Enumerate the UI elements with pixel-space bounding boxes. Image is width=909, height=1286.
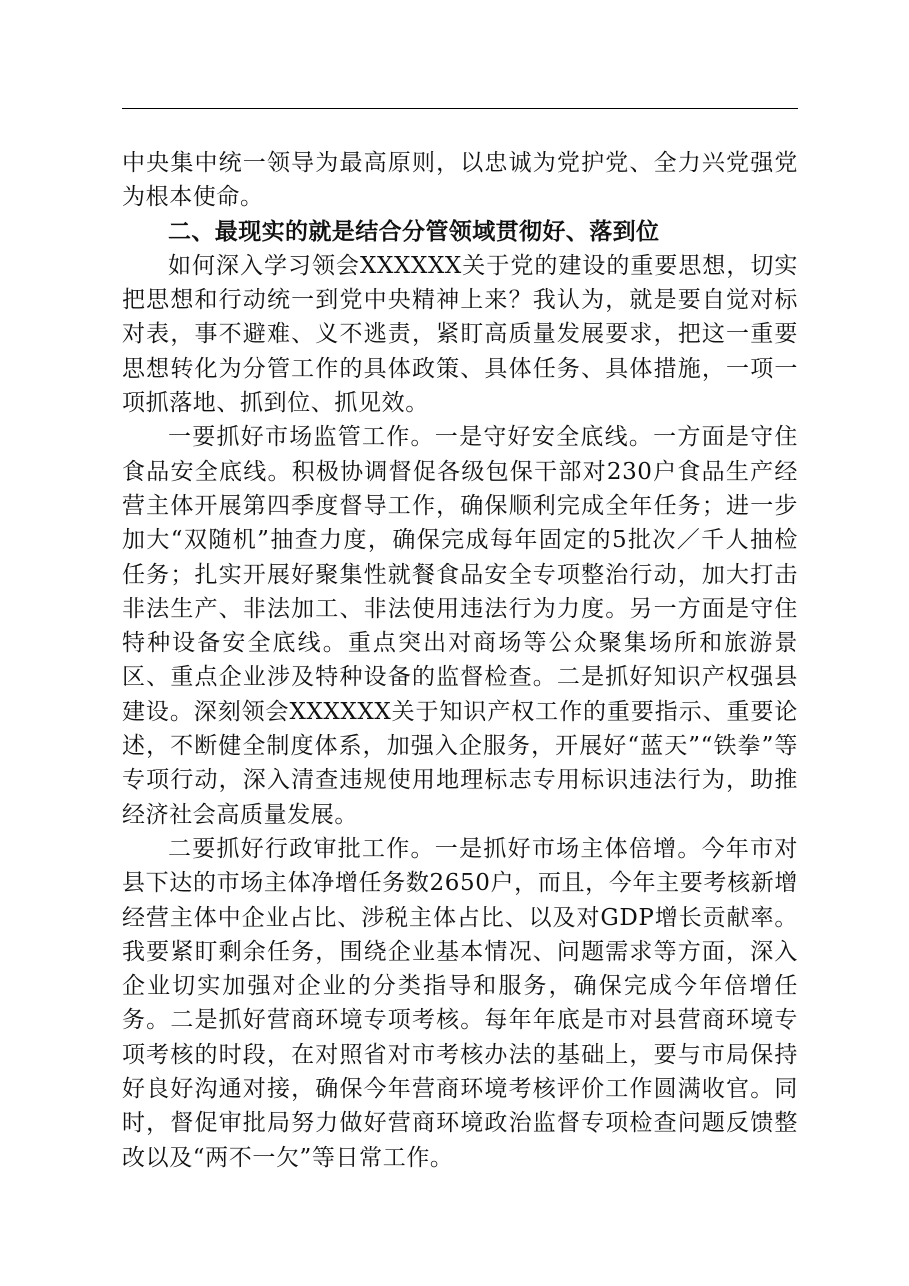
header-rule [122,108,798,109]
paragraph-administrative-approval: 二要抓好行政审批工作。一是抓好市场主体倍增。今年市对县下达的市场主体净增任务数2650户，而且，今年主要考核新增经营主体中企业占比、涉税主体占比、以及对GDP增长贡献率。我要紧盯剩余任务，围绕企业基本情况、问题需求等方面，深入企业切实加强对企业的分类指导和服务，确保完成今年倍增任务。二是抓好营商环境专项考核。每年年底是市对县营商环境专项考核的时段，在对照省对市考核办法的基础上，要与市局保持好良好沟通对接，确保今年营商环境考核评价工作圆满收官。同时，督促审批局努力做好营商环境政治监督专项检查问题反馈整改以及“两不一欠”等日常工作。 [122,835,798,1171]
paragraph-intro: 如何深入学习领会XXXXXX关于党的建设的重要思想，切实把思想和行动统一到党中央精神上来？我认为，就是要自觉对标对表，事不避难、义不逃责，紧盯高质量发展要求，把这一重要思想转化为分管工作的具体政策、具体任务、具体措施，一项一项抓落地、抓到位、抓见效。 [122,252,798,417]
section-heading: 二、最现实的就是结合分管领域贯彻好、落到位 [168,218,660,245]
paragraph-continuation: 中央集中统一领导为最高原则，以忠诚为党护党、全力兴党强党为根本使命。 [122,150,798,211]
document-body [122,146,798,1175]
paragraph-market-supervision: 一要抓好市场监管工作。一是守好安全底线。一方面是守住食品安全底线。积极协调督促各级包保干部对230户食品生产经营主体开展第四季度督导工作，确保顺利完成全年任务；进一步加大“双随机”抽查力度，确保完成每年固定的5批次／千人抽检任务；扎实开展好聚集性就餐食品安全专项整治行动，加大打击非法生产、非法加工、非法使用违法行为力度。另一方面是守住特种设备安全底线。重点突出对商场等公众聚集场所和旅游景区、重点企业涉及特种设备的监督检查。二是抓好知识产权强县建设。深刻领会XXXXXX关于知识产权工作的重要指示、重要论述，不断健全制度体系，加强入企服务，开展好“蓝天”“铁拳”等专项行动，深入清查违规使用地理标志专用标识违法行为，助推经济社会高质量发展。 [122,424,798,828]
